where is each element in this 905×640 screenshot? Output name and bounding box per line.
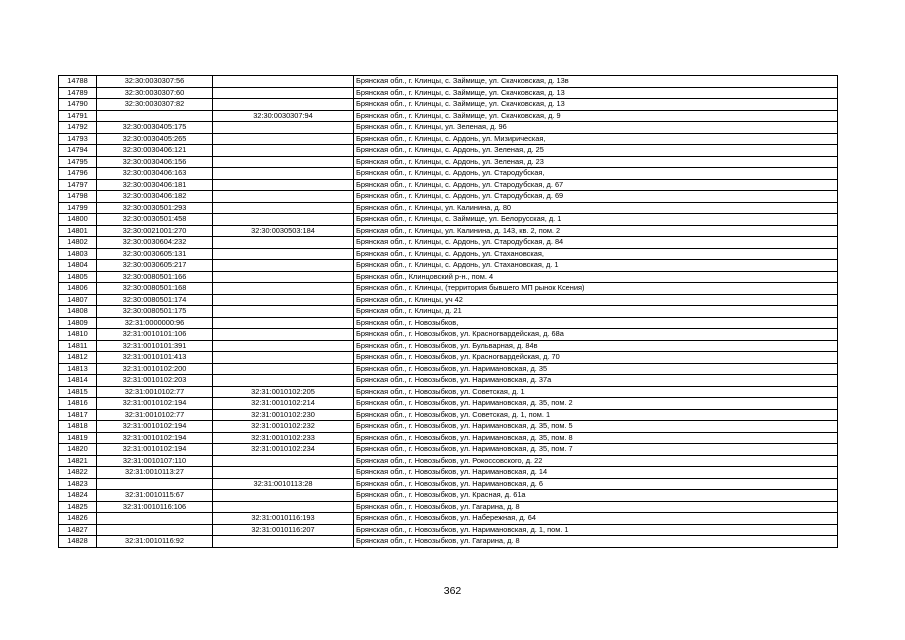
row-number-cell: 14827 <box>59 524 97 536</box>
address-cell: Брянская обл., г. Новозыбков, ул. Наримановская, д. 35 <box>354 363 838 375</box>
table-row <box>59 398 838 410</box>
address-cell: Брянская обл., г. Клинцы, ул. Калинина, д. 143, кв. 2, пом. 2 <box>354 225 838 237</box>
cadastral-number-cell: 32:31:0010102:194 <box>97 432 213 444</box>
address-cell: Брянская обл., г. Клинцы, с. Ардонь, ул. Зеленая, д. 25 <box>354 145 838 157</box>
related-cadastral-number-cell: 32:31:0010102:214 <box>213 398 354 410</box>
row-number-cell: 14797 <box>59 179 97 191</box>
address-cell: Брянская обл., г. Клинцы, уч 42 <box>354 294 838 306</box>
address-cell: Брянская обл., г. Клинцы, с. Ардонь, ул. Зеленая, д. 23 <box>354 156 838 168</box>
address-cell: Брянская обл., г. Новозыбков, ул. Бульварная, д. 84в <box>354 340 838 352</box>
table-row <box>59 237 838 249</box>
cadastral-number-cell: 32:30:0030406:181 <box>97 179 213 191</box>
related-cadastral-number-cell <box>213 329 354 341</box>
address-cell: Брянская обл., г. Новозыбков, ул. Красногвардейская, д. 68а <box>354 329 838 341</box>
related-cadastral-number-cell: 32:30:0030503:184 <box>213 225 354 237</box>
table-row <box>59 490 838 502</box>
related-cadastral-number-cell: 32:31:0010102:233 <box>213 432 354 444</box>
address-cell: Брянская обл., Клинцовский р-н., пом. 4 <box>354 271 838 283</box>
cadastral-number-cell <box>97 110 213 122</box>
row-number-cell: 14810 <box>59 329 97 341</box>
related-cadastral-number-cell: 32:31:0010116:207 <box>213 524 354 536</box>
address-cell: Брянская обл., г. Новозыбков, ул. Рокоссовского, д. 22 <box>354 455 838 467</box>
address-cell: Брянская обл., г. Новозыбков, ул. Красная, д. 61а <box>354 490 838 502</box>
address-cell: Брянская обл., г. Клинцы, с. Займище, ул. Скачковская, д. 13 <box>354 99 838 111</box>
related-cadastral-number-cell <box>213 536 354 548</box>
cadastral-number-cell: 32:30:0030307:56 <box>97 76 213 88</box>
cadastral-number-cell: 32:30:0030406:156 <box>97 156 213 168</box>
related-cadastral-number-cell <box>213 306 354 318</box>
row-number-cell: 14791 <box>59 110 97 122</box>
table-row <box>59 329 838 341</box>
property-register-table <box>58 75 838 548</box>
related-cadastral-number-cell <box>213 191 354 203</box>
cadastral-number-cell: 32:30:0030604:232 <box>97 237 213 249</box>
cadastral-number-cell: 32:30:0080501:175 <box>97 306 213 318</box>
address-cell: Брянская обл., г. Клинцы, д. 21 <box>354 306 838 318</box>
address-cell: Брянская обл., г. Клинцы, с. Ардонь, ул. Стахановская, <box>354 248 838 260</box>
related-cadastral-number-cell <box>213 214 354 226</box>
cadastral-number-cell: 32:31:0010107:110 <box>97 455 213 467</box>
row-number-cell: 14795 <box>59 156 97 168</box>
row-number-cell: 14806 <box>59 283 97 295</box>
cadastral-number-cell: 32:31:0010115:67 <box>97 490 213 502</box>
address-cell: Брянская обл., г. Новозыбков, ул. Гагарина, д. 8 <box>354 501 838 513</box>
row-number-cell: 14808 <box>59 306 97 318</box>
table-row <box>59 524 838 536</box>
cadastral-number-cell: 32:31:0010102:203 <box>97 375 213 387</box>
table-row <box>59 444 838 456</box>
address-cell: Брянская обл., г. Новозыбков, ул. Наримановская, д. 35, пом. 5 <box>354 421 838 433</box>
row-number-cell: 14811 <box>59 340 97 352</box>
address-cell: Брянская обл., г. Клинцы, ул. Зеленая, д. 96 <box>354 122 838 134</box>
table-row <box>59 202 838 214</box>
related-cadastral-number-cell <box>213 145 354 157</box>
cadastral-number-cell: 32:31:0010113:27 <box>97 467 213 479</box>
cadastral-number-cell: 32:30:0030501:293 <box>97 202 213 214</box>
row-number-cell: 14793 <box>59 133 97 145</box>
cadastral-number-cell <box>97 524 213 536</box>
cadastral-number-cell: 32:31:0010102:194 <box>97 444 213 456</box>
row-number-cell: 14824 <box>59 490 97 502</box>
address-cell: Брянская обл., г. Клинцы, с. Займище, ул. Белорусская, д. 1 <box>354 214 838 226</box>
address-cell: Брянская обл., г. Клинцы, с. Займище, ул. Скачковская, д. 9 <box>354 110 838 122</box>
row-number-cell: 14788 <box>59 76 97 88</box>
table-row <box>59 191 838 203</box>
table-row <box>59 110 838 122</box>
table-row <box>59 225 838 237</box>
row-number-cell: 14805 <box>59 271 97 283</box>
row-number-cell: 14817 <box>59 409 97 421</box>
row-number-cell: 14789 <box>59 87 97 99</box>
address-cell: Брянская обл., г. Клинцы, с. Ардонь, ул. Стародубская, д. 69 <box>354 191 838 203</box>
table-row <box>59 455 838 467</box>
table-row <box>59 536 838 548</box>
related-cadastral-number-cell <box>213 490 354 502</box>
cadastral-number-cell: 32:30:0030406:163 <box>97 168 213 180</box>
address-cell: Брянская обл., г. Клинцы, с. Ардонь, ул. Стародубская, д. 67 <box>354 179 838 191</box>
related-cadastral-number-cell: 32:31:0010102:230 <box>213 409 354 421</box>
row-number-cell: 14796 <box>59 168 97 180</box>
table-row <box>59 513 838 525</box>
row-number-cell: 14819 <box>59 432 97 444</box>
row-number-cell: 14822 <box>59 467 97 479</box>
cadastral-number-cell: 32:31:0010102:77 <box>97 386 213 398</box>
table-row <box>59 386 838 398</box>
table-row <box>59 409 838 421</box>
row-number-cell: 14794 <box>59 145 97 157</box>
table-row <box>59 375 838 387</box>
row-number-cell: 14825 <box>59 501 97 513</box>
address-cell: Брянская обл., г. Клинцы, с. Ардонь, ул. Стародубская, <box>354 168 838 180</box>
row-number-cell: 14826 <box>59 513 97 525</box>
cadastral-number-cell: 32:30:0030406:182 <box>97 191 213 203</box>
table-row <box>59 87 838 99</box>
table-row <box>59 156 838 168</box>
address-cell: Брянская обл., г. Новозыбков, ул. Наримановская, д. 35, пом. 8 <box>354 432 838 444</box>
related-cadastral-number-cell <box>213 237 354 249</box>
related-cadastral-number-cell <box>213 248 354 260</box>
related-cadastral-number-cell <box>213 168 354 180</box>
address-cell: Брянская обл., г. Клинцы, (территория бывшего МП рынок Ксения) <box>354 283 838 295</box>
address-cell: Брянская обл., г. Новозыбков, ул. Наримановская, д. 1, пом. 1 <box>354 524 838 536</box>
related-cadastral-number-cell: 32:31:0010102:232 <box>213 421 354 433</box>
table-row <box>59 306 838 318</box>
related-cadastral-number-cell <box>213 260 354 272</box>
register-table-body <box>59 76 838 548</box>
cadastral-number-cell: 32:30:0021001:270 <box>97 225 213 237</box>
related-cadastral-number-cell <box>213 352 354 364</box>
related-cadastral-number-cell <box>213 179 354 191</box>
related-cadastral-number-cell <box>213 202 354 214</box>
related-cadastral-number-cell: 32:31:0010113:28 <box>213 478 354 490</box>
row-number-cell: 14815 <box>59 386 97 398</box>
table-row <box>59 467 838 479</box>
cadastral-number-cell: 32:31:0010101:106 <box>97 329 213 341</box>
related-cadastral-number-cell: 32:30:0030307:94 <box>213 110 354 122</box>
table-row <box>59 478 838 490</box>
related-cadastral-number-cell <box>213 375 354 387</box>
table-row <box>59 271 838 283</box>
cadastral-number-cell: 32:30:0030307:82 <box>97 99 213 111</box>
table-row <box>59 179 838 191</box>
table-row <box>59 133 838 145</box>
address-cell: Брянская обл., г. Новозыбков, ул. Набережная, д. 64 <box>354 513 838 525</box>
row-number-cell: 14807 <box>59 294 97 306</box>
related-cadastral-number-cell <box>213 340 354 352</box>
related-cadastral-number-cell <box>213 294 354 306</box>
cadastral-number-cell: 32:30:0030501:458 <box>97 214 213 226</box>
row-number-cell: 14809 <box>59 317 97 329</box>
table-row <box>59 76 838 88</box>
cadastral-number-cell: 32:31:0010116:106 <box>97 501 213 513</box>
cadastral-number-cell: 32:31:0010116:92 <box>97 536 213 548</box>
table-row <box>59 260 838 272</box>
related-cadastral-number-cell: 32:31:0010102:234 <box>213 444 354 456</box>
row-number-cell: 14816 <box>59 398 97 410</box>
table-row <box>59 122 838 134</box>
related-cadastral-number-cell <box>213 455 354 467</box>
table-row <box>59 421 838 433</box>
cadastral-number-cell: 32:30:0030405:265 <box>97 133 213 145</box>
table-row <box>59 317 838 329</box>
row-number-cell: 14792 <box>59 122 97 134</box>
address-cell: Брянская обл., г. Новозыбков, ул. Гагарина, д. 8 <box>354 536 838 548</box>
table-row <box>59 214 838 226</box>
related-cadastral-number-cell <box>213 99 354 111</box>
row-number-cell: 14802 <box>59 237 97 249</box>
row-number-cell: 14812 <box>59 352 97 364</box>
cadastral-number-cell <box>97 478 213 490</box>
cadastral-number-cell: 32:30:0030307:60 <box>97 87 213 99</box>
cadastral-number-cell: 32:31:0010102:200 <box>97 363 213 375</box>
row-number-cell: 14813 <box>59 363 97 375</box>
cadastral-number-cell: 32:31:0010102:194 <box>97 421 213 433</box>
table-row <box>59 352 838 364</box>
cadastral-number-cell: 32:30:0080501:174 <box>97 294 213 306</box>
cadastral-number-cell: 32:30:0080501:168 <box>97 283 213 295</box>
cadastral-number-cell: 32:30:0030405:175 <box>97 122 213 134</box>
related-cadastral-number-cell <box>213 87 354 99</box>
row-number-cell: 14828 <box>59 536 97 548</box>
table-row <box>59 340 838 352</box>
property-register-page <box>58 75 838 548</box>
address-cell: Брянская обл., г. Новозыбков, ул. Наримановская, д. 35, пом. 7 <box>354 444 838 456</box>
address-cell: Брянская обл., г. Клинцы, с. Ардонь, ул. Стародубская, д. 84 <box>354 237 838 249</box>
cadastral-number-cell: 32:31:0010102:194 <box>97 398 213 410</box>
row-number-cell: 14798 <box>59 191 97 203</box>
cadastral-number-cell: 32:31:0010102:77 <box>97 409 213 421</box>
table-row <box>59 283 838 295</box>
address-cell: Брянская обл., г. Клинцы, с. Ардонь, ул. Стахановская, д. 1 <box>354 260 838 272</box>
address-cell: Брянская обл., г. Новозыбков, ул. Советская, д. 1 <box>354 386 838 398</box>
address-cell: Брянская обл., г. Новозыбков, ул. Советская, д. 1, пом. 1 <box>354 409 838 421</box>
row-number-cell: 14804 <box>59 260 97 272</box>
related-cadastral-number-cell <box>213 283 354 295</box>
address-cell: Брянская обл., г. Новозыбков, ул. Наримановская, д. 35, пом. 2 <box>354 398 838 410</box>
cadastral-number-cell: 32:30:0030605:131 <box>97 248 213 260</box>
row-number-cell: 14821 <box>59 455 97 467</box>
table-row <box>59 363 838 375</box>
cadastral-number-cell: 32:30:0080501:166 <box>97 271 213 283</box>
related-cadastral-number-cell <box>213 317 354 329</box>
related-cadastral-number-cell <box>213 501 354 513</box>
page-number: 362 <box>443 585 462 597</box>
related-cadastral-number-cell <box>213 122 354 134</box>
cadastral-number-cell: 32:31:0010101:413 <box>97 352 213 364</box>
row-number-cell: 14818 <box>59 421 97 433</box>
cadastral-number-cell: 32:31:0010101:391 <box>97 340 213 352</box>
address-cell: Брянская обл., г. Клинцы, с. Займище, ул. Скачковская, д. 13 <box>354 87 838 99</box>
related-cadastral-number-cell: 32:31:0010116:193 <box>213 513 354 525</box>
related-cadastral-number-cell <box>213 363 354 375</box>
row-number-cell: 14803 <box>59 248 97 260</box>
address-cell: Брянская обл., г. Новозыбков, ул. Красногвардейская, д. 70 <box>354 352 838 364</box>
address-cell: Брянская обл., г. Новозыбков, ул. Наримановская, д. 14 <box>354 467 838 479</box>
address-cell: Брянская обл., г. Клинцы, с. Займище, ул. Скачковская, д. 13в <box>354 76 838 88</box>
related-cadastral-number-cell <box>213 271 354 283</box>
row-number-cell: 14823 <box>59 478 97 490</box>
cadastral-number-cell: 32:30:0030406:121 <box>97 145 213 157</box>
related-cadastral-number-cell <box>213 133 354 145</box>
related-cadastral-number-cell: 32:31:0010102:205 <box>213 386 354 398</box>
address-cell: Брянская обл., г. Новозыбков, ул. Наримановская, д. 6 <box>354 478 838 490</box>
address-cell: Брянская обл., г. Клинцы, ул. Калинина, д. 80 <box>354 202 838 214</box>
row-number-cell: 14801 <box>59 225 97 237</box>
row-number-cell: 14814 <box>59 375 97 387</box>
cadastral-number-cell <box>97 513 213 525</box>
table-row <box>59 145 838 157</box>
table-row <box>59 99 838 111</box>
table-row <box>59 294 838 306</box>
row-number-cell: 14820 <box>59 444 97 456</box>
cadastral-number-cell: 32:30:0030605:217 <box>97 260 213 272</box>
row-number-cell: 14800 <box>59 214 97 226</box>
related-cadastral-number-cell <box>213 76 354 88</box>
row-number-cell: 14790 <box>59 99 97 111</box>
address-cell: Брянская обл., г. Новозыбков, ул. Наримановская, д. 37а <box>354 375 838 387</box>
table-row <box>59 501 838 513</box>
address-cell: Брянская обл., г. Новозыбков, <box>354 317 838 329</box>
related-cadastral-number-cell <box>213 467 354 479</box>
table-row <box>59 248 838 260</box>
table-row <box>59 432 838 444</box>
related-cadastral-number-cell <box>213 156 354 168</box>
cadastral-number-cell: 32:31:0000000:96 <box>97 317 213 329</box>
row-number-cell: 14799 <box>59 202 97 214</box>
table-row <box>59 168 838 180</box>
address-cell: Брянская обл., г. Клинцы, с. Ардонь, ул. Мизирическая, <box>354 133 838 145</box>
